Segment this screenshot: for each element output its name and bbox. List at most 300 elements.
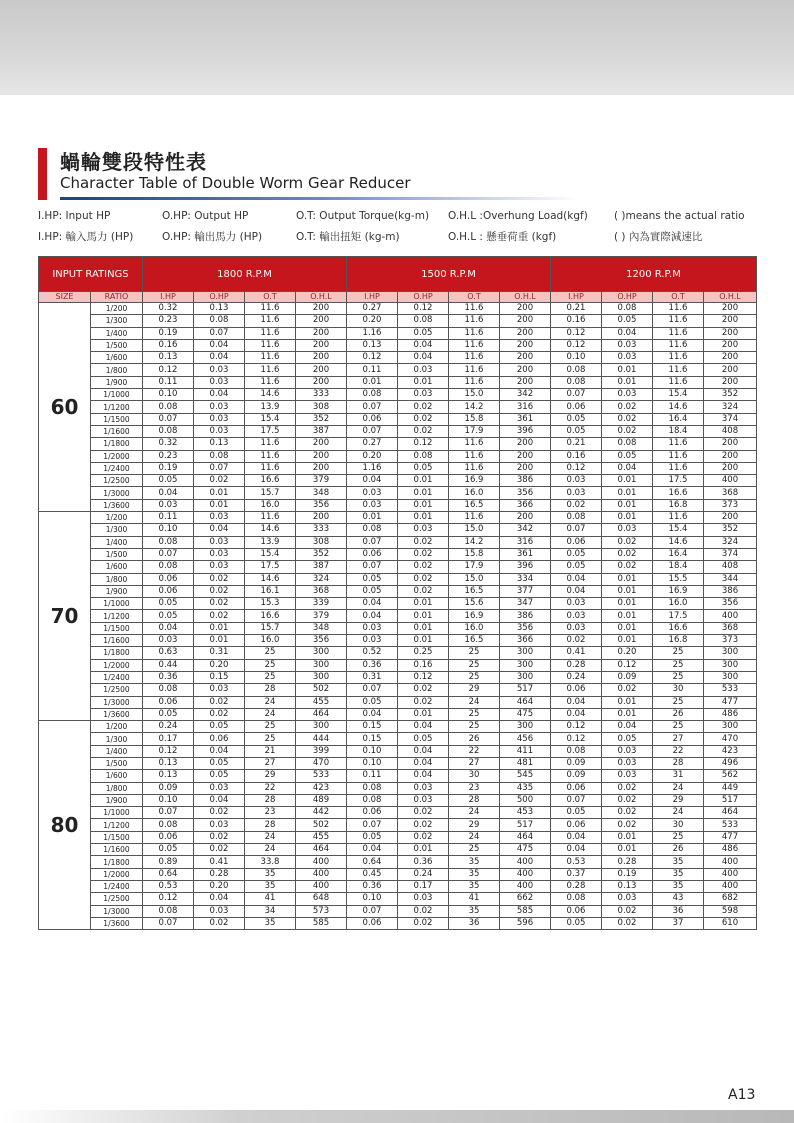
value-cell: 400 (296, 856, 347, 868)
value-cell: 0.04 (551, 696, 602, 708)
value-cell: 16.9 (653, 585, 704, 597)
value-cell: 0.07 (551, 794, 602, 806)
value-cell: 14.6 (653, 536, 704, 548)
value-cell: 0.01 (602, 585, 653, 597)
value-cell: 0.01 (194, 622, 245, 634)
value-cell: 444 (296, 733, 347, 745)
value-cell: 496 (704, 757, 757, 769)
ratio-cell: 1/1200 (91, 610, 143, 622)
value-cell: 200 (296, 315, 347, 327)
value-cell: 0.10 (347, 757, 398, 769)
value-cell: 0.10 (347, 745, 398, 757)
value-cell: 502 (296, 684, 347, 696)
value-cell: 0.53 (143, 880, 194, 892)
value-cell: 517 (500, 819, 551, 831)
value-cell: 200 (500, 438, 551, 450)
value-cell: 27 (449, 757, 500, 769)
value-cell: 0.07 (347, 819, 398, 831)
value-cell: 0.05 (143, 598, 194, 610)
value-cell: 0.04 (194, 745, 245, 757)
value-cell: 0.12 (398, 438, 449, 450)
value-cell: 399 (296, 745, 347, 757)
value-cell: 0.06 (347, 413, 398, 425)
value-cell: 0.03 (194, 819, 245, 831)
value-cell: 0.12 (347, 352, 398, 364)
value-cell: 300 (296, 659, 347, 671)
value-cell: 17.5 (653, 610, 704, 622)
value-cell: 11.6 (245, 339, 296, 351)
value-cell: 0.02 (398, 401, 449, 413)
value-cell: 0.04 (602, 721, 653, 733)
value-cell: 0.03 (194, 413, 245, 425)
value-cell: 300 (704, 659, 757, 671)
value-cell: 0.08 (347, 389, 398, 401)
value-cell: 0.64 (347, 856, 398, 868)
value-cell: 28 (245, 684, 296, 696)
value-cell: 455 (296, 696, 347, 708)
value-cell: 333 (296, 524, 347, 536)
value-cell: 25 (449, 647, 500, 659)
value-cell: 0.04 (194, 893, 245, 905)
value-cell: 27 (245, 757, 296, 769)
value-cell: 0.07 (551, 524, 602, 536)
value-cell: 25 (449, 708, 500, 720)
value-cell: 324 (296, 573, 347, 585)
value-cell: 0.02 (602, 905, 653, 917)
value-cell: 0.15 (347, 733, 398, 745)
table-row (39, 671, 757, 683)
value-cell: 28 (449, 794, 500, 806)
value-cell: 24 (449, 807, 500, 819)
value-cell: 300 (500, 721, 551, 733)
ratio-cell: 1/800 (91, 364, 143, 376)
value-cell: 11.6 (653, 339, 704, 351)
value-cell: 200 (296, 352, 347, 364)
value-cell: 16.8 (653, 499, 704, 511)
value-cell: 500 (500, 794, 551, 806)
ratio-cell: 1/400 (91, 327, 143, 339)
value-cell: 11.6 (653, 512, 704, 524)
value-cell: 0.08 (347, 794, 398, 806)
value-cell: 0.12 (602, 659, 653, 671)
value-cell: 0.03 (551, 598, 602, 610)
value-cell: 0.02 (194, 598, 245, 610)
value-cell: 0.05 (551, 548, 602, 560)
value-cell: 0.19 (143, 327, 194, 339)
value-cell: 0.02 (602, 794, 653, 806)
value-cell: 366 (500, 499, 551, 511)
value-cell: 0.04 (551, 585, 602, 597)
ratio-cell: 1/800 (91, 573, 143, 585)
ratio-cell: 1/3000 (91, 905, 143, 917)
value-cell: 15.3 (245, 598, 296, 610)
col-ihp: I.HP (551, 292, 602, 303)
value-cell: 24 (245, 844, 296, 856)
legend-ohp-cn: O.HP: 輸出馬力 (HP) (162, 231, 263, 243)
value-cell: 0.03 (602, 339, 653, 351)
table-row (39, 635, 757, 647)
value-cell: 400 (500, 856, 551, 868)
ratio-cell: 1/2500 (91, 893, 143, 905)
ratio-cell: 1/2000 (91, 659, 143, 671)
table-row (39, 487, 757, 499)
value-cell: 200 (704, 512, 757, 524)
table-row (39, 339, 757, 351)
value-cell: 0.05 (194, 757, 245, 769)
value-cell: 344 (704, 573, 757, 585)
value-cell: 0.15 (194, 671, 245, 683)
value-cell: 15.7 (245, 622, 296, 634)
value-cell: 0.05 (551, 413, 602, 425)
value-cell: 0.01 (398, 635, 449, 647)
value-cell: 16.6 (653, 622, 704, 634)
value-cell: 300 (704, 671, 757, 683)
page-title-english: Character Table of Double Worm Gear Reducer (60, 174, 411, 192)
value-cell: 200 (296, 512, 347, 524)
value-cell: 0.04 (194, 352, 245, 364)
value-cell: 0.25 (398, 647, 449, 659)
value-cell: 0.12 (551, 733, 602, 745)
value-cell: 0.06 (347, 548, 398, 560)
value-cell: 0.03 (551, 622, 602, 634)
value-cell: 0.04 (551, 831, 602, 843)
table-row (39, 573, 757, 585)
value-cell: 0.03 (194, 401, 245, 413)
page-title-chinese: 蝸輪雙段特性表 (60, 150, 207, 174)
value-cell: 0.02 (398, 905, 449, 917)
value-cell: 0.27 (347, 303, 398, 315)
value-cell: 0.03 (194, 684, 245, 696)
value-cell: 400 (500, 880, 551, 892)
ratio-cell: 1/1000 (91, 807, 143, 819)
value-cell: 0.37 (551, 868, 602, 880)
value-cell: 423 (704, 745, 757, 757)
value-cell: 0.03 (551, 475, 602, 487)
table-row (39, 462, 757, 474)
ratio-cell: 1/3000 (91, 487, 143, 499)
table-row (39, 536, 757, 548)
value-cell: 11.6 (449, 352, 500, 364)
value-cell: 0.02 (602, 807, 653, 819)
table-row (39, 757, 757, 769)
ratio-cell: 1/3000 (91, 696, 143, 708)
value-cell: 352 (704, 524, 757, 536)
value-cell: 0.08 (143, 561, 194, 573)
value-cell: 400 (296, 880, 347, 892)
value-cell: 481 (500, 757, 551, 769)
value-cell: 22 (449, 745, 500, 757)
value-cell: 0.02 (398, 425, 449, 437)
value-cell: 0.02 (398, 585, 449, 597)
value-cell: 517 (704, 794, 757, 806)
value-cell: 0.01 (398, 376, 449, 388)
value-cell: 0.10 (143, 524, 194, 536)
table-row (39, 794, 757, 806)
col-ihp: I.HP (347, 292, 398, 303)
value-cell: 16.0 (245, 499, 296, 511)
value-cell: 0.15 (347, 721, 398, 733)
value-cell: 0.23 (143, 315, 194, 327)
ratio-cell: 1/1600 (91, 844, 143, 856)
value-cell: 0.05 (143, 475, 194, 487)
legend-ohl: O.H.L :Overhung Load(kgf) (448, 210, 588, 222)
value-cell: 29 (245, 770, 296, 782)
value-cell: 300 (296, 647, 347, 659)
value-cell: 0.11 (347, 770, 398, 782)
value-cell: 11.6 (245, 438, 296, 450)
table-row (39, 622, 757, 634)
value-cell: 28 (653, 757, 704, 769)
table-row (39, 425, 757, 437)
value-cell: 0.04 (143, 622, 194, 634)
value-cell: 0.20 (194, 659, 245, 671)
table-row (39, 610, 757, 622)
value-cell: 0.13 (602, 880, 653, 892)
table-row (39, 807, 757, 819)
value-cell: 0.89 (143, 856, 194, 868)
value-cell: 0.03 (398, 794, 449, 806)
value-cell: 0.04 (194, 339, 245, 351)
value-cell: 16.5 (449, 499, 500, 511)
spec-table-body (39, 303, 757, 930)
value-cell: 400 (500, 868, 551, 880)
ratio-cell: 1/1500 (91, 413, 143, 425)
value-cell: 0.05 (347, 585, 398, 597)
value-cell: 0.02 (194, 917, 245, 929)
value-cell: 0.06 (551, 782, 602, 794)
value-cell: 0.07 (347, 561, 398, 573)
value-cell: 0.03 (347, 487, 398, 499)
ratio-cell: 1/600 (91, 352, 143, 364)
value-cell: 0.05 (551, 807, 602, 819)
value-cell: 0.45 (347, 868, 398, 880)
value-cell: 300 (296, 671, 347, 683)
value-cell: 0.01 (602, 696, 653, 708)
value-cell: 0.02 (602, 413, 653, 425)
value-cell: 24 (449, 831, 500, 843)
col-ot: O.T (245, 292, 296, 303)
value-cell: 0.03 (347, 499, 398, 511)
value-cell: 0.23 (143, 450, 194, 462)
value-cell: 0.02 (602, 401, 653, 413)
ratio-cell: 1/300 (91, 524, 143, 536)
value-cell: 0.05 (143, 708, 194, 720)
value-cell: 356 (704, 598, 757, 610)
value-cell: 0.03 (398, 364, 449, 376)
table-row (39, 721, 757, 733)
value-cell: 200 (500, 450, 551, 462)
ratio-cell: 1/1600 (91, 635, 143, 647)
value-cell: 0.24 (551, 671, 602, 683)
value-cell: 26 (449, 733, 500, 745)
value-cell: 43 (653, 893, 704, 905)
value-cell: 16.9 (449, 475, 500, 487)
value-cell: 596 (500, 917, 551, 929)
value-cell: 0.24 (143, 721, 194, 733)
legend-ot-cn: O.T: 輸出扭矩 (kg-m) (296, 231, 400, 243)
value-cell: 16.0 (449, 622, 500, 634)
value-cell: 0.31 (347, 671, 398, 683)
value-cell: 16.1 (245, 585, 296, 597)
table-row (39, 659, 757, 671)
value-cell: 470 (296, 757, 347, 769)
value-cell: 11.6 (653, 462, 704, 474)
value-cell: 0.17 (143, 733, 194, 745)
value-cell: 200 (296, 339, 347, 351)
value-cell: 0.05 (551, 917, 602, 929)
value-cell: 0.10 (143, 389, 194, 401)
value-cell: 0.08 (347, 782, 398, 794)
legend-ohp: O.HP: Output HP (162, 210, 249, 222)
value-cell: 0.04 (602, 462, 653, 474)
value-cell: 41 (449, 893, 500, 905)
value-cell: 0.03 (143, 635, 194, 647)
value-cell: 682 (704, 893, 757, 905)
value-cell: 200 (296, 303, 347, 315)
value-cell: 15.0 (449, 524, 500, 536)
value-cell: 0.07 (143, 917, 194, 929)
value-cell: 0.08 (143, 425, 194, 437)
value-cell: 25 (653, 696, 704, 708)
value-cell: 200 (500, 303, 551, 315)
table-row (39, 376, 757, 388)
value-cell: 0.02 (194, 831, 245, 843)
value-cell: 0.03 (347, 622, 398, 634)
value-cell: 0.03 (551, 487, 602, 499)
value-cell: 610 (704, 917, 757, 929)
table-row (39, 524, 757, 536)
value-cell: 0.05 (551, 561, 602, 573)
value-cell: 334 (500, 573, 551, 585)
value-cell: 30 (653, 684, 704, 696)
value-cell: 14.6 (245, 524, 296, 536)
value-cell: 16.9 (449, 610, 500, 622)
value-cell: 0.03 (194, 536, 245, 548)
value-cell: 0.05 (194, 770, 245, 782)
value-cell: 0.01 (602, 831, 653, 843)
value-cell: 0.06 (551, 401, 602, 413)
value-cell: 374 (704, 548, 757, 560)
table-row (39, 585, 757, 597)
value-cell: 400 (704, 475, 757, 487)
value-cell: 400 (704, 856, 757, 868)
value-cell: 0.02 (602, 548, 653, 560)
value-cell: 22 (653, 745, 704, 757)
value-cell: 0.07 (347, 536, 398, 548)
value-cell: 0.06 (551, 905, 602, 917)
value-cell: 33.8 (245, 856, 296, 868)
value-cell: 377 (500, 585, 551, 597)
ratio-cell: 1/2000 (91, 450, 143, 462)
value-cell: 16.6 (245, 610, 296, 622)
value-cell: 27 (653, 733, 704, 745)
value-cell: 0.08 (551, 745, 602, 757)
value-cell: 0.06 (347, 917, 398, 929)
speed-header-1200: 1200 R.P.M (551, 257, 757, 292)
value-cell: 0.19 (143, 462, 194, 474)
value-cell: 200 (500, 339, 551, 351)
value-cell: 1.16 (347, 462, 398, 474)
ratio-cell: 1/500 (91, 339, 143, 351)
value-cell: 352 (296, 548, 347, 560)
table-row (39, 868, 757, 880)
value-cell: 0.12 (551, 339, 602, 351)
value-cell: 0.03 (194, 548, 245, 560)
col-ohl: O.H.L (296, 292, 347, 303)
value-cell: 0.03 (143, 499, 194, 511)
value-cell: 324 (704, 536, 757, 548)
table-row (39, 647, 757, 659)
value-cell: 22 (245, 782, 296, 794)
value-cell: 0.02 (398, 536, 449, 548)
value-cell: 11.6 (245, 303, 296, 315)
value-cell: 400 (704, 610, 757, 622)
value-cell: 0.04 (194, 524, 245, 536)
value-cell: 0.03 (602, 770, 653, 782)
value-cell: 0.02 (398, 684, 449, 696)
value-cell: 0.07 (194, 327, 245, 339)
value-cell: 368 (704, 622, 757, 634)
value-cell: 25 (449, 659, 500, 671)
value-cell: 0.08 (398, 315, 449, 327)
value-cell: 0.01 (602, 610, 653, 622)
col-ohp: O.HP (194, 292, 245, 303)
value-cell: 11.6 (245, 327, 296, 339)
value-cell: 0.08 (143, 819, 194, 831)
value-cell: 200 (704, 303, 757, 315)
table-row (39, 598, 757, 610)
ratio-cell: 1/1800 (91, 856, 143, 868)
value-cell: 35 (653, 880, 704, 892)
value-cell: 0.16 (551, 315, 602, 327)
value-cell: 13.9 (245, 536, 296, 548)
col-ohl: O.H.L (704, 292, 757, 303)
value-cell: 475 (500, 844, 551, 856)
ratio-cell: 1/2400 (91, 462, 143, 474)
value-cell: 475 (500, 708, 551, 720)
value-cell: 0.02 (398, 696, 449, 708)
value-cell: 0.05 (143, 844, 194, 856)
value-cell: 30 (653, 819, 704, 831)
value-cell: 200 (500, 512, 551, 524)
size-col-header: SIZE (39, 292, 91, 303)
value-cell: 0.07 (551, 389, 602, 401)
table-row (39, 438, 757, 450)
legend-ihp: I.HP: Input HP (38, 210, 111, 222)
value-cell: 464 (704, 807, 757, 819)
value-cell: 29 (449, 684, 500, 696)
value-cell: 486 (704, 844, 757, 856)
value-cell: 16.0 (653, 598, 704, 610)
ratio-cell: 1/900 (91, 585, 143, 597)
value-cell: 0.09 (143, 782, 194, 794)
legend-ratio-note-cn: ( ) 內為實際減速比 (614, 231, 703, 243)
value-cell: 14.2 (449, 401, 500, 413)
table-row (39, 684, 757, 696)
table-row (39, 733, 757, 745)
value-cell: 24 (653, 807, 704, 819)
value-cell: 0.02 (602, 536, 653, 548)
value-cell: 37 (653, 917, 704, 929)
value-cell: 0.08 (194, 315, 245, 327)
value-cell: 342 (500, 389, 551, 401)
table-row (39, 856, 757, 868)
value-cell: 15.0 (449, 573, 500, 585)
value-cell: 486 (704, 708, 757, 720)
value-cell: 348 (296, 622, 347, 634)
value-cell: 0.03 (194, 425, 245, 437)
value-cell: 0.05 (347, 831, 398, 843)
